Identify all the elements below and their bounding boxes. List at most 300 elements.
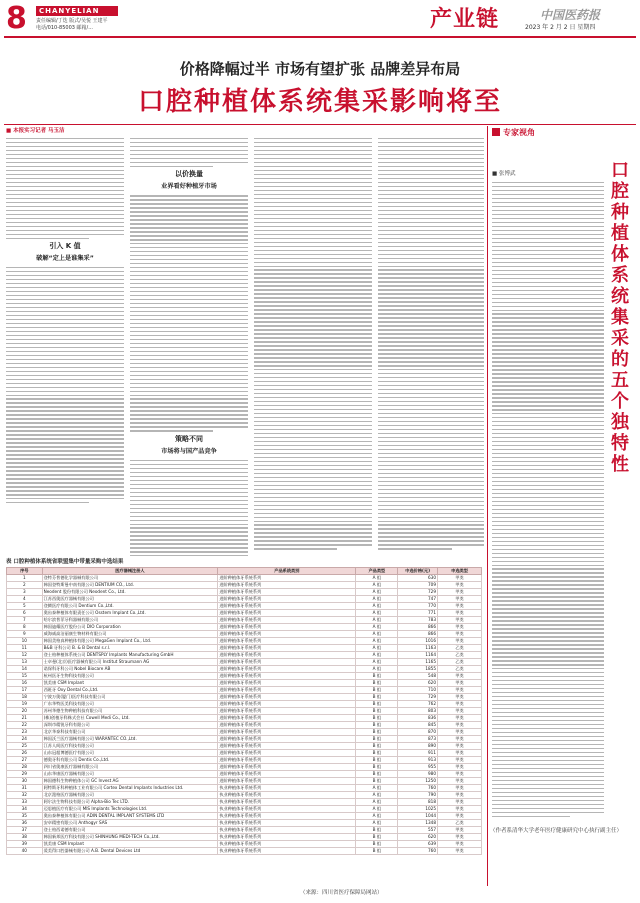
body-text-line: [6, 426, 124, 427]
cell-type: B 组: [356, 686, 398, 693]
body-text-line: [6, 438, 124, 439]
body-text-line: [378, 501, 484, 502]
cell-product: 进阶种植体牙系统系列: [218, 581, 356, 588]
body-text-line: [254, 222, 372, 223]
cell-registrant: 韩国沃兰医疗器械有限公司 WARANTEC CO.,Ltd.: [42, 735, 218, 742]
body-text-line: [6, 502, 89, 503]
body-text-line: [378, 548, 452, 549]
cell-category: 乙类: [438, 651, 482, 658]
cell-type: B 组: [356, 721, 398, 728]
cell-category: 甲类: [438, 609, 482, 616]
body-text-line: [6, 238, 89, 239]
body-text-line: [492, 282, 604, 283]
cell-type: B 组: [356, 763, 398, 770]
cell-category: 甲类: [438, 847, 482, 854]
body-text-line: [130, 480, 248, 481]
body-text-line: [378, 210, 484, 211]
cell-type: A 组: [356, 644, 398, 651]
body-text-line: [254, 218, 372, 219]
cell-category: 甲类: [438, 784, 482, 791]
newspaper-logo: 中国医药报: [540, 8, 601, 22]
cell-no: 6: [7, 609, 43, 616]
cell-type: B 组: [356, 826, 398, 833]
cell-category: 乙类: [438, 658, 482, 665]
cell-category: 甲类: [438, 637, 482, 644]
body-text-line: [254, 234, 372, 235]
body-text-line: [254, 353, 372, 354]
cell-price: 1025: [398, 805, 438, 812]
body-text-line: [378, 281, 484, 282]
body-text-line: [378, 521, 484, 522]
cell-registrant: 德奥牙科有限公司 Dentis Co.,Ltd.: [42, 756, 218, 763]
article-column-3: [254, 138, 372, 556]
body-text-line: [254, 481, 372, 482]
cell-no: 30: [7, 777, 43, 784]
body-text-line: [492, 636, 604, 637]
cell-type: A 组: [356, 798, 398, 805]
body-text-line: [492, 752, 604, 753]
cell-type: A 组: [356, 805, 398, 812]
body-text-line: [130, 331, 248, 332]
cell-no: 34: [7, 805, 43, 812]
cell-type: B 组: [356, 679, 398, 686]
body-text-line: [254, 305, 372, 306]
body-text-line: [6, 474, 124, 475]
cell-no: 39: [7, 840, 43, 847]
body-text-line: [6, 291, 124, 292]
body-text-line: [378, 154, 484, 155]
body-text-line: [6, 422, 124, 423]
body-text-line: [492, 246, 604, 247]
body-text-line: [492, 270, 604, 271]
body-text-line: [254, 297, 372, 298]
body-text-line: [492, 624, 604, 625]
body-text-line: [254, 441, 372, 442]
cell-price: 620: [398, 679, 438, 686]
byline: ■ 本报实习记者 马玉洁: [6, 128, 65, 134]
body-text-line: [492, 393, 604, 394]
body-text-line: [130, 335, 248, 336]
cell-no: 29: [7, 770, 43, 777]
table-row: [7, 721, 482, 728]
body-text-line: [492, 429, 604, 430]
cell-type: B 组: [356, 672, 398, 679]
body-text-line: [6, 206, 124, 207]
body-text-line: [492, 740, 604, 741]
body-text-line: [492, 744, 604, 745]
cell-price: 866: [398, 623, 438, 630]
table-row: [7, 819, 482, 826]
cell-price: 1855: [398, 665, 438, 672]
body-text-line: [6, 331, 124, 332]
body-text-line: [492, 433, 604, 434]
cell-category: 甲类: [438, 700, 482, 707]
body-text-line: [6, 458, 124, 459]
table-row: [7, 700, 482, 707]
table-row: [7, 574, 482, 581]
body-text-line: [6, 434, 124, 435]
body-text-line: [6, 363, 124, 364]
body-text-line: [254, 269, 372, 270]
body-text-line: [378, 345, 484, 346]
body-text-line: [378, 186, 484, 187]
body-text-line: [254, 373, 372, 374]
body-text-line: [6, 327, 124, 328]
body-text-line: [130, 259, 248, 260]
cell-price: 710: [398, 686, 438, 693]
body-text-line: [378, 317, 484, 318]
cell-product: 进阶种植体牙系统系列: [218, 637, 356, 644]
body-text-line: [254, 317, 372, 318]
cell-type: A 组: [356, 665, 398, 672]
body-text-line: [130, 255, 248, 256]
body-text-line: [492, 353, 604, 354]
body-text-line: [492, 465, 604, 466]
headline-rule: [4, 124, 636, 125]
body-text-line: [378, 198, 484, 199]
body-text-line: [254, 453, 372, 454]
cell-no: 40: [7, 847, 43, 854]
body-text-line: [378, 262, 484, 263]
cell-product: 进阶种植体牙系统系列: [218, 595, 356, 602]
body-text-line: [492, 756, 604, 757]
body-text-line: [492, 210, 604, 211]
body-text-line: [6, 319, 124, 320]
body-text-line: [130, 387, 248, 388]
body-text-line: [378, 254, 484, 255]
body-text-line: [492, 688, 604, 689]
cell-product: 执业种植体牙系统系列: [218, 819, 356, 826]
cell-category: 甲类: [438, 763, 482, 770]
cell-no: 3: [7, 588, 43, 595]
cell-product: 进阶种植体牙系统系列: [218, 721, 356, 728]
body-text-line: [378, 222, 484, 223]
cell-no: 7: [7, 616, 43, 623]
cell-registrant: 士卓曼(北京)医疗器械有限公司 Institut Straumann AG: [42, 658, 218, 665]
subhead-price-volume-2: 业界看好种植牙市场: [161, 183, 217, 191]
body-text-line: [378, 226, 484, 227]
cell-no: 1: [7, 574, 43, 581]
body-text-line: [378, 536, 484, 537]
cell-price: 803: [398, 707, 438, 714]
body-text-line: [254, 281, 372, 282]
body-text-line: [378, 433, 484, 434]
body-text-line: [130, 138, 248, 139]
cell-type: A 组: [356, 623, 398, 630]
body-text-line: [378, 273, 484, 274]
body-text-line: [492, 668, 604, 669]
body-text-line: [378, 473, 484, 474]
table-row: [7, 763, 482, 770]
cell-no: 4: [7, 595, 43, 602]
body-text-line: [6, 162, 124, 163]
body-text-line: [492, 377, 604, 378]
body-text-line: [130, 287, 248, 288]
cell-price: 620: [398, 833, 438, 840]
body-text-line: [378, 158, 484, 159]
cell-registrant: (株)创植牙科株式会社 Cowell Medi Co., Ltd.: [42, 714, 218, 721]
cell-product: 进阶种植体牙系统系列: [218, 602, 356, 609]
body-text-line: [492, 541, 604, 542]
cell-registrant: 北京派格医疗器械有限公司: [42, 791, 218, 798]
body-text-line: [130, 307, 248, 308]
page-number: 8: [6, 1, 27, 36]
body-text-line: [378, 269, 484, 270]
body-text-line: [378, 513, 484, 514]
body-text-line: [492, 321, 604, 322]
cell-price: 955: [398, 763, 438, 770]
body-text-line: [254, 509, 372, 510]
cell-no: 33: [7, 798, 43, 805]
table-row: [7, 728, 482, 735]
cell-price: 771: [398, 609, 438, 616]
body-text-line: [6, 218, 124, 219]
body-text-line: [130, 219, 248, 220]
body-text-line: [130, 247, 248, 248]
body-text-line: [492, 700, 604, 701]
body-text-line: [130, 227, 248, 228]
body-text-line: [492, 206, 604, 207]
cell-price: 1250: [398, 777, 438, 784]
body-text-line: [378, 194, 484, 195]
body-text-line: [378, 293, 484, 294]
table-row: [7, 812, 482, 819]
cell-category: 甲类: [438, 812, 482, 819]
body-text-line: [492, 724, 604, 725]
body-text-line: [254, 413, 372, 414]
body-text-line: [492, 461, 604, 462]
cell-category: 甲类: [438, 770, 482, 777]
expert-view-flag: 专家视角: [492, 128, 535, 138]
body-text-line: [492, 592, 604, 593]
cell-registrant: 凯美康 CSM Implant: [42, 679, 218, 686]
cell-category: 甲类: [438, 595, 482, 602]
body-text-line: [254, 393, 372, 394]
cell-registrant: 深圳市精锐牙科有限公司: [42, 721, 218, 728]
body-text-line: [492, 501, 604, 502]
body-text-line: [6, 226, 124, 227]
cell-product: 执业种植体牙系统系列: [218, 805, 356, 812]
body-text-line: [6, 359, 124, 360]
body-text-line: [378, 313, 484, 314]
cell-type: A 组: [356, 581, 398, 588]
body-text-line: [492, 325, 604, 326]
body-text-line: [492, 588, 604, 589]
body-text-line: [378, 230, 484, 231]
body-text-line: [492, 680, 604, 681]
body-text-line: [6, 315, 124, 316]
section-name: 产业链: [430, 6, 500, 32]
body-text-line: [492, 648, 604, 649]
cell-price: 866: [398, 630, 438, 637]
body-text-line: [130, 422, 248, 423]
body-text-line: [130, 418, 248, 419]
body-text-line: [378, 182, 484, 183]
body-text-line: [378, 190, 484, 191]
cell-type: A 组: [356, 812, 398, 819]
body-text-line: [492, 672, 604, 673]
cell-price: 557: [398, 826, 438, 833]
cell-type: B 组: [356, 735, 398, 742]
body-text-line: [254, 544, 372, 545]
body-text-line: [6, 311, 124, 312]
body-text-line: [6, 462, 124, 463]
subhead-k-value-2: 破解“定上是谁集采”: [36, 255, 94, 262]
cell-product: 执业种植体牙系统系列: [218, 784, 356, 791]
body-text-line: [492, 656, 604, 657]
cell-registrant: 威海威高洁丽康生物材料有限公司: [42, 630, 218, 637]
body-text-line: [130, 508, 248, 509]
body-text-line: [492, 776, 604, 777]
body-text-line: [6, 387, 124, 388]
col-header-category: 申选类型: [438, 568, 482, 575]
body-text-line: [492, 361, 604, 362]
cell-product: 进阶种植体牙系统系列: [218, 679, 356, 686]
body-text-line: [6, 158, 124, 159]
cell-product: 进阶种植体牙系统系列: [218, 742, 356, 749]
body-text-line: [254, 548, 337, 549]
body-text-line: [492, 202, 604, 203]
body-text-line: [492, 345, 604, 346]
body-text-line: [6, 383, 124, 384]
body-text-line: [378, 485, 484, 486]
body-text-line: [254, 194, 372, 195]
section-bar: CHANYELIAN: [36, 6, 118, 16]
cell-no: 24: [7, 735, 43, 742]
body-text-line: [130, 323, 248, 324]
body-text-line: [130, 464, 248, 465]
body-text-line: [492, 341, 604, 342]
body-text-line: [378, 333, 484, 334]
body-text-line: [492, 788, 604, 789]
body-text-line: [254, 369, 372, 370]
body-text-line: [130, 535, 248, 536]
body-text-line: [492, 568, 604, 569]
cell-registrant: 山东冠超博德医疗有限公司: [42, 749, 218, 756]
body-text-line: [254, 461, 372, 462]
cell-product: 进阶种植体牙系统系列: [218, 686, 356, 693]
body-text-line: [378, 329, 484, 330]
body-text-line: [254, 497, 372, 498]
body-text-line: [492, 469, 604, 470]
body-text-line: [254, 445, 372, 446]
body-text-line: [6, 454, 124, 455]
body-text-line: [130, 551, 248, 552]
body-text-line: [254, 465, 372, 466]
body-text-line: [130, 351, 248, 352]
cell-category: 乙类: [438, 819, 482, 826]
body-text-line: [254, 174, 372, 175]
body-text-line: [492, 549, 604, 550]
body-text-line: [254, 210, 372, 211]
body-text-line: [254, 277, 372, 278]
body-text-line: [130, 223, 248, 224]
body-text-line: [378, 365, 484, 366]
cell-registrant: 宁波万奥(厦门)医疗科技有限公司: [42, 693, 218, 700]
body-text-line: [378, 242, 484, 243]
body-text-line: [492, 242, 604, 243]
cell-category: 甲类: [438, 714, 482, 721]
cell-price: 1348: [398, 819, 438, 826]
body-text-line: [130, 531, 248, 532]
body-text-line: [378, 441, 484, 442]
body-text-line: [492, 620, 604, 621]
cell-registrant: 江苏人间医疗科技有限公司: [42, 742, 218, 749]
body-text-line: [254, 381, 372, 382]
body-text-line: [130, 154, 248, 155]
body-text-line: [130, 347, 248, 348]
body-text-line: [492, 816, 570, 817]
cell-price: 729: [398, 693, 438, 700]
body-text-line: [492, 234, 604, 235]
body-text-line: [492, 302, 604, 303]
cell-no: 35: [7, 812, 43, 819]
cell-no: 15: [7, 672, 43, 679]
cell-product: 进阶种植体牙系统系列: [218, 588, 356, 595]
body-text-line: [254, 345, 372, 346]
cell-price: 980: [398, 770, 438, 777]
cell-price: 1163: [398, 644, 438, 651]
cell-no: 10: [7, 637, 43, 644]
cell-price: 1044: [398, 812, 438, 819]
cell-no: 28: [7, 763, 43, 770]
body-text-line: [130, 327, 248, 328]
body-text-line: [6, 230, 124, 231]
body-text-line: [254, 333, 372, 334]
body-text-line: [492, 449, 604, 450]
cell-category: 甲类: [438, 574, 482, 581]
body-text-line: [254, 325, 372, 326]
body-text-line: [130, 203, 248, 204]
body-text-line: [6, 150, 124, 151]
body-text-line: [130, 484, 248, 485]
body-text-line: [130, 267, 248, 268]
body-text-line: [492, 373, 604, 374]
cell-price: 630: [398, 574, 438, 581]
cell-product: 进阶种植体牙系统系列: [218, 770, 356, 777]
table-row: [7, 623, 482, 630]
cell-registrant: 杭州医牙生物科技有限公司: [42, 672, 218, 679]
table-row: [7, 735, 482, 742]
cell-registrant: 韩国迪耀医疗股份公司 DIO Corporation: [42, 623, 218, 630]
cell-no: 14: [7, 665, 43, 672]
body-text-line: [378, 349, 484, 350]
table-row: [7, 602, 482, 609]
body-text-line: [492, 509, 604, 510]
body-text-line: [130, 339, 248, 340]
body-text-line: [492, 357, 604, 358]
body-text-line: [378, 493, 484, 494]
table-row: [7, 707, 482, 714]
masthead-rule: [4, 36, 636, 38]
body-text-line: [492, 608, 604, 609]
body-text-line: [130, 355, 248, 356]
cell-type: B 组: [356, 756, 398, 763]
body-text-line: [492, 660, 604, 661]
body-text-line: [492, 632, 604, 633]
body-text-line: [378, 162, 484, 163]
body-text-line: [6, 142, 124, 143]
body-text-line: [254, 521, 372, 522]
cell-no: 13: [7, 658, 43, 665]
body-text-line: [6, 402, 124, 403]
body-text-line: [6, 391, 124, 392]
cell-product: 进阶种植体牙系统系列: [218, 609, 356, 616]
cell-category: 甲类: [438, 721, 482, 728]
cell-category: 甲类: [438, 693, 482, 700]
body-text-line: [492, 652, 604, 653]
body-text-line: [492, 409, 604, 410]
